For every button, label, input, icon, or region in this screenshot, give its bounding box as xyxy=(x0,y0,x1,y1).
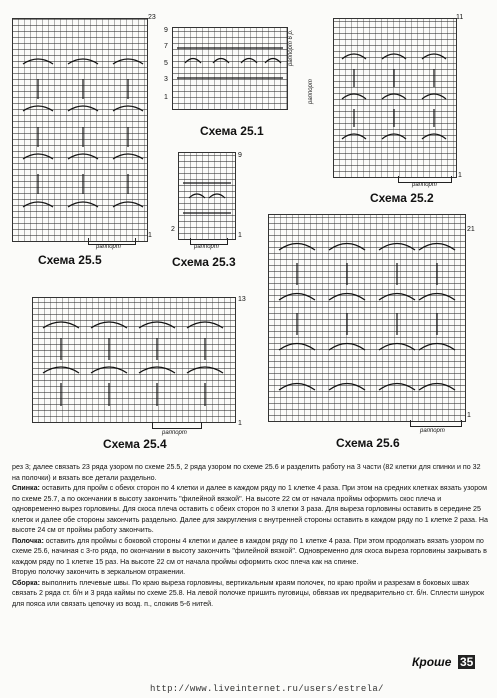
paragraph-assembly xyxy=(12,578,488,610)
label-assembly: Сборка: xyxy=(12,578,40,587)
chart-25-1-caption: Схема 25.1 xyxy=(200,124,264,138)
chart-25-5-rapport: раппорт xyxy=(96,244,121,250)
chart-25-6-rapport-bracket xyxy=(410,420,462,427)
chart-25-6-bottom-row: 1 xyxy=(467,412,471,419)
chart-25-4-rapport-bracket xyxy=(152,422,202,429)
chart-25-4-caption: Схема 25.4 xyxy=(103,437,167,451)
chart-25-2-caption: Схема 25.2 xyxy=(370,191,434,205)
chart-25-6-rapport: раппорт xyxy=(420,428,445,434)
text-front: оставить для проймы с боковой стороны 4 клетки и далее в каждом ряду по 1 клетке 4 раза. При этом продолжать вязать узором по схеме 25.6, начиная с 3-го ряда, по окончании в высоту закончить "филейной вязкой". Одновременно для скоса выреза горловины закрывать в каждом ряду по 1 клетке 15 раз. На высоте 22 см от начала проймы оформить скос плеча как на спинке. xyxy=(12,536,487,566)
chart-25-2 xyxy=(333,18,457,178)
chart-25-6-symbols xyxy=(269,215,465,421)
chart-25-1-symbols xyxy=(173,28,287,109)
chart-25-1-row-9: 9 xyxy=(164,27,168,34)
chart-25-2-bottom-row: 1 xyxy=(458,172,462,179)
label-front: Полочка: xyxy=(12,536,44,545)
chart-25-1-row-1: 1 xyxy=(164,94,168,101)
magazine-brand: Кроше xyxy=(412,655,452,669)
page-number: 35 xyxy=(460,655,474,669)
chart-25-1-rapport-side: раппорт 6 р. xyxy=(288,29,294,66)
chart-25-6-caption: Схема 25.6 xyxy=(336,436,400,450)
chart-25-2-top-row: 11 xyxy=(456,14,464,21)
chart-25-1-row-3: 3 xyxy=(164,76,168,83)
text-assembly: выполнить плечевые швы. По краю выреза горловины, вертикальным краям полочек, по краю пройм и разрезам в боковых швах связать 2 ряда ст. б/н и 3 ряда каймы по схеме 25.8. На левой полочке пришить пуговицы, обвязав их предварительно ст. б/н. Сплести шнурок для пояса или связать цепочку из возд. п., сложив 5-6 нитей. xyxy=(12,578,485,608)
chart-25-5-symbols xyxy=(13,19,147,241)
chart-25-5 xyxy=(12,18,148,242)
chart-25-5-top-row: 23 xyxy=(148,14,156,21)
paragraph-intro: рез 3; далее связать 23 ряда узором по схеме 25.5, 2 ряда узором по схеме 25.6 и разделить работу на 3 части (82 клетки для спинки и по 32 на полочки) и вязать все детали раздельно. xyxy=(12,463,481,482)
chart-25-1-row-7: 7 xyxy=(164,43,168,50)
label-back: Спинка: xyxy=(12,484,40,492)
instructions-text xyxy=(12,462,488,609)
chart-25-1-rapport-vertical: раппорт xyxy=(308,79,314,104)
chart-25-4 xyxy=(32,297,236,423)
chart-25-5-bottom-row: 1 xyxy=(148,232,152,239)
chart-25-3-left-row: 2 xyxy=(171,226,175,233)
source-url: http://www.liveinternet.ru/users/estrela/ xyxy=(150,684,384,694)
paragraph-back xyxy=(12,483,488,536)
chart-25-4-rapport: раппорт xyxy=(162,430,187,436)
chart-25-3-rapport: раппорт xyxy=(194,244,219,250)
chart-25-3-bottom-row: 1 xyxy=(238,232,242,239)
chart-25-4-bottom-row: 1 xyxy=(238,420,242,427)
chart-25-3-caption: Схема 25.3 xyxy=(172,255,236,269)
chart-25-3-top-row: 9 xyxy=(238,152,242,159)
chart-25-1 xyxy=(172,27,288,110)
chart-25-2-symbols xyxy=(334,19,456,177)
chart-25-6-top-row: 21 xyxy=(467,226,475,233)
chart-25-3 xyxy=(178,152,236,240)
paragraph-second-front: Вторую полочку закончить в зеркальном отражении. xyxy=(12,568,186,576)
chart-25-2-rapport: раппорт xyxy=(412,182,437,188)
chart-25-6 xyxy=(268,214,466,422)
chart-25-1-row-5: 5 xyxy=(164,60,168,67)
chart-25-4-symbols xyxy=(33,298,235,422)
text-back: оставить для пройм с обеих сторон по 4 клетки и далее в каждом ряду по 1 клетке 4 раза. При этом на средних клетках вязать узором по схеме 25.7, а по окончании в высоту закончить "филейной вязкой". На высоте 22 см от начала проймы оформить скос плеча и одновременно вырез горловины. Для скоса плеча оставить с обеих сторон по 3 клетки 3 раза. Для выреза горловины оставить в середине 25 клеток и далее обе стороны закончить раздельно. Далее для закругления с внутренней стороны оставить в каждом ряду по 1 клетке 2 раза. На высоте 24 см от проймы работу закончить. xyxy=(12,484,488,534)
chart-25-5-caption: Схема 25.5 xyxy=(38,253,102,267)
chart-25-4-top-row: 13 xyxy=(238,296,246,303)
chart-25-3-symbols xyxy=(179,153,235,239)
paragraph-front xyxy=(12,536,488,568)
